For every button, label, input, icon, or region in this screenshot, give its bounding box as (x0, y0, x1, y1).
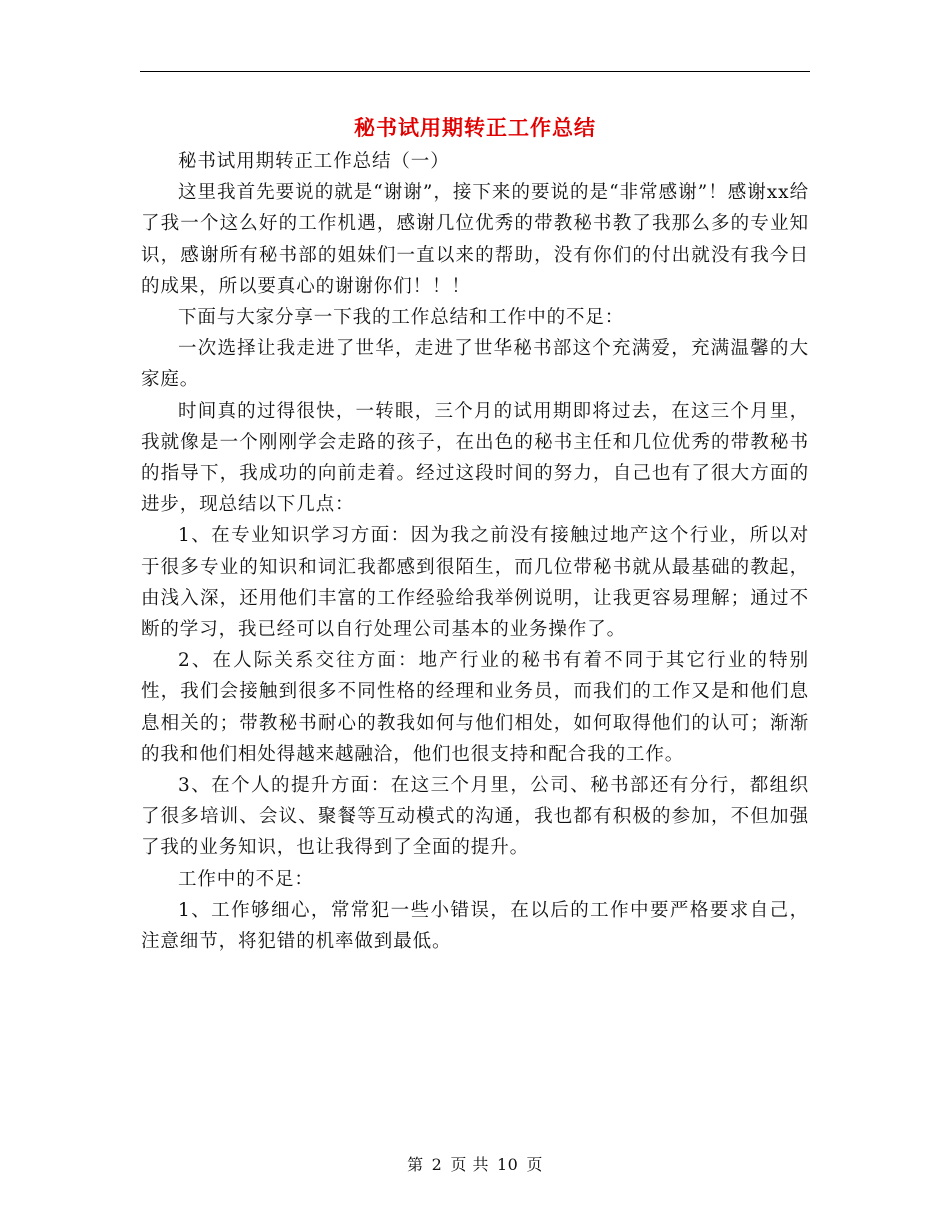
paragraph-point-3: 3、在个人的提升方面：在这三个月里，公司、秘书部还有分行，都组织了很多培训、会议、聚餐等互动模式的沟通，我也都有积极的参加，不但加强了我的业务知识，也让我得到了全面的提升。 (141, 775, 809, 859)
footer-total-pages: 10 (496, 1155, 519, 1174)
paragraph-choice: 一次选择让我走进了世华，走进了世华秘书部这个充满爱，充满温馨的大家庭。 (141, 338, 809, 391)
footer-current-page: 2 (431, 1155, 443, 1174)
paragraph-intro-summary: 下面与大家分享一下我的工作总结和工作中的不足： (178, 307, 625, 329)
paragraph-thanks: 这里我首先要说的就是“谢谢”，接下来的要说的是“非常感谢”！感谢xx给了我一个这么好的工作机遇，感谢几位优秀的带教秘书教了我那么多的专业知识，感谢所有秘书部的姐妹们一直以来的帮助，没有你们的付出就没有我今日的成果，所以要真心的谢谢你们！！！ (141, 182, 809, 297)
paragraph-point-2: 2、在人际关系交往方面：地产行业的秘书有着不同于其它行业的特别性，我们会接触到很多不同性格的经理和业务员，而我们的工作又是和他们息息相关的；带教秘书耐心的教我如何与他们相处，如何取得他们的认可；渐渐的我和他们相处得越来越融洽，他们也很支持和配合我的工作。 (141, 650, 809, 765)
header-rule (140, 71, 810, 72)
footer-prefix: 第 (407, 1155, 424, 1174)
footer-suffix: 页 (526, 1155, 543, 1174)
paragraph-point-1: 1、在专业知识学习方面：因为我之前没有接触过地产这个行业，所以对于很多专业的知识和词汇我都感到很陌生，而几位带秘书就从最基础的教起，由浅入深，还用他们丰富的工作经验给我举例说明，让我更容易理解；通过不断的学习，我已经可以自行处理公司基本的业务操作了。 (141, 525, 809, 641)
paragraph-time: 时间真的过得很快，一转眼，三个月的试用期即将过去，在这三个月里，我就像是一个刚刚学会走路的孩子，在出色的秘书主任和几位优秀的带教秘书的指导下，我成功的向前走着。经过这段时间的努力，自己也有了很大方面的进步，现总结以下几点： (141, 400, 809, 516)
document-body (141, 146, 809, 957)
paragraph-shortcomings-heading: 工作中的不足： (178, 868, 314, 890)
document-title: 秘书试用期转正工作总结 (354, 115, 596, 140)
paragraph-shortcoming-1: 1、工作够细心，常常犯一些小错误，在以后的工作中要严格要求自己，注意细节，将犯错的机率做到最低。 (141, 899, 809, 953)
footer-middle: 页 共 (450, 1155, 489, 1174)
page-footer (0, 1152, 950, 1175)
paragraph-subtitle: 秘书试用期转正工作总结（一） (178, 151, 450, 172)
